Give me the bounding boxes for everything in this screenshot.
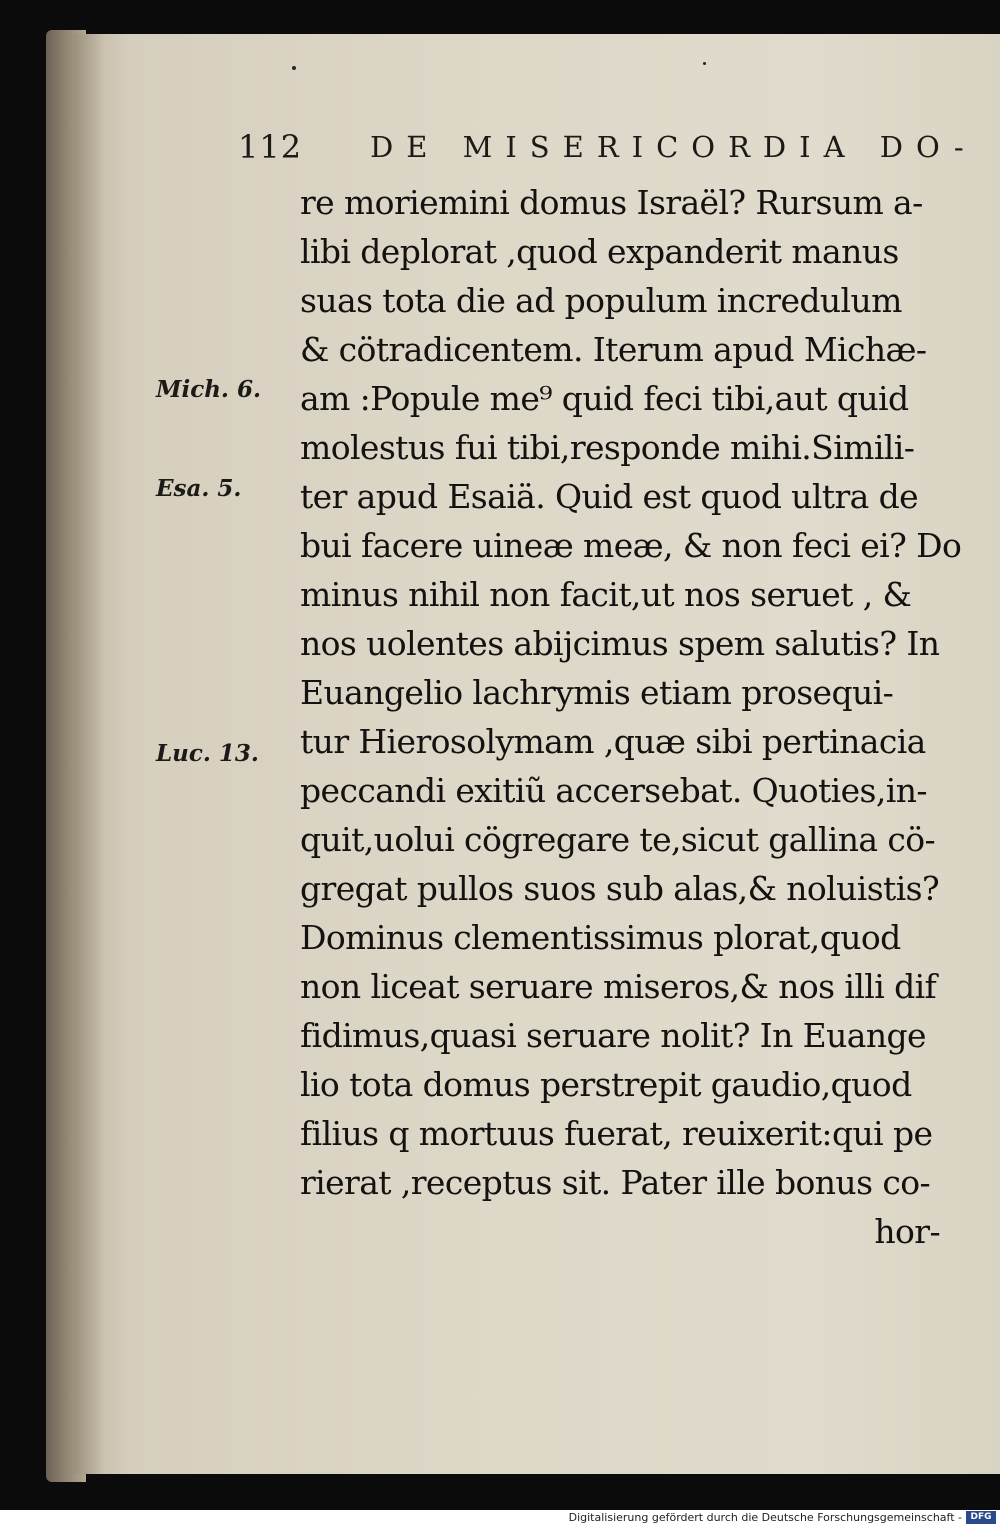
ink-speck [703, 62, 706, 65]
gutter-shadow [74, 34, 104, 1474]
text-line: Dominus clementissimus plorat,quod [300, 918, 901, 957]
text-line: libi deplorat ,quod expanderit manus [300, 232, 899, 271]
text-line: rierat ,receptus sit. Pater ille bonus co- [300, 1163, 931, 1202]
text-line: re moriemini domus Israël? Rursum a- [300, 183, 923, 222]
text-line: peccandi exitiũ accersebat. Quoties,in- [300, 771, 927, 810]
marginal-note: Esa. 5. [156, 475, 242, 502]
dfg-logo-icon: DFG [966, 1511, 996, 1524]
text-line: fidimus,quasi seruare nolit? In Euange [300, 1016, 926, 1055]
text-line: molestus fui tibi,responde mihi.Simili- [300, 428, 915, 467]
funding-credit: Digitalisierung gefördert durch die Deutsche Forschungsgemeinschaft - [568, 1511, 962, 1524]
marginal-note: Mich. 6. [156, 376, 261, 403]
text-line: minus nihil non facit,ut nos seruet , & [300, 575, 912, 614]
text-line: Euangelio lachrymis etiam prosequi- [300, 673, 894, 712]
text-line: ter apud Esaiä. Quid est quod ultra de [300, 477, 919, 516]
text-line: lio tota domus perstrepit gaudio,quod [300, 1065, 912, 1104]
marginal-note: Luc. 13. [156, 740, 259, 767]
body-text [300, 178, 960, 1256]
text-line: suas tota die ad populum incredulum [300, 281, 902, 320]
catchword: hor- [874, 1212, 940, 1251]
text-line: & cötradicentem. Iterum apud Michæ- [300, 330, 927, 369]
text-line: quit,uolui cögregare te,sicut gallina cö- [300, 820, 936, 859]
ink-speck [292, 66, 296, 70]
text-line: filius q mortuus fuerat, reuixerit:qui pe [300, 1114, 933, 1153]
page-number: 112 [238, 128, 303, 166]
footer-bar [0, 1510, 1000, 1525]
text-line: nos uolentes abijcimus spem salutis? In [300, 624, 940, 663]
text-line: gregat pullos suos sub alas,& noluistis? [300, 869, 940, 908]
text-line: non liceat seruare miseros,& nos illi dif [300, 967, 937, 1006]
running-title: DE MISERICORDIA DO- [370, 130, 977, 164]
text-line: tur Hierosolymam ,quæ sibi pertinacia [300, 722, 926, 761]
running-head [0, 128, 1000, 178]
text-line: bui facere uineæ meæ, & non feci ei? Do [300, 526, 962, 565]
text-line: am :Popule me⁹ quid feci tibi,aut quid [300, 379, 909, 418]
